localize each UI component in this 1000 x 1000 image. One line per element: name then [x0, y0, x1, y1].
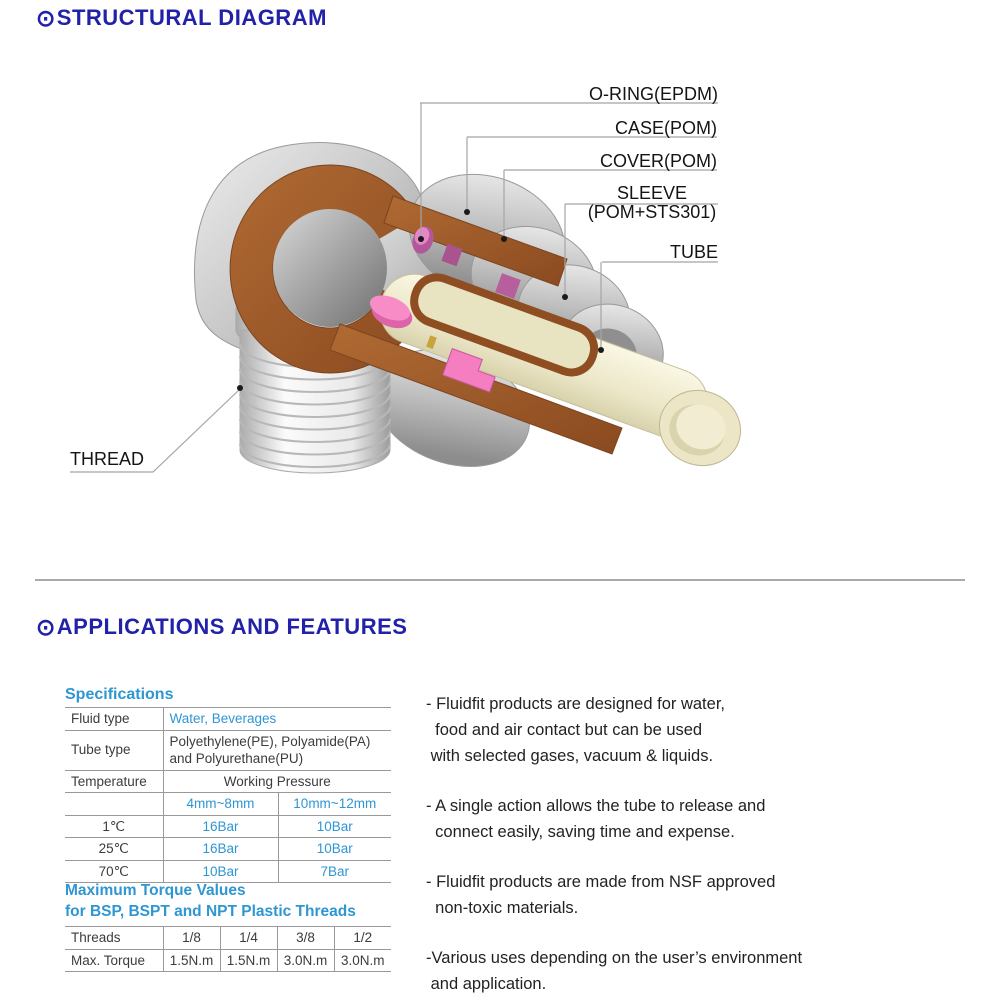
spec-row-tube-type — [65, 730, 391, 770]
torque-value-cell: 3.0N.m — [334, 949, 391, 972]
thread-size-cell: 1/8 — [163, 927, 220, 950]
feature-item — [426, 869, 966, 921]
temp-cell: 25℃ — [65, 838, 163, 861]
body-bore — [273, 209, 387, 327]
specs-title: Specifications — [65, 686, 174, 703]
label-cover: COVER(POM) — [600, 151, 717, 171]
torque-block — [65, 880, 391, 972]
feature-line: - A single action allows the tube to release and — [426, 797, 766, 815]
structural-title: STRUCTURAL DIAGRAM — [56, 5, 327, 30]
feature-line: -Various uses depending on the user’s environment — [426, 949, 803, 967]
torque-max-label: Max. Torque — [65, 949, 163, 972]
spec-row-temperature-header — [65, 770, 391, 793]
feature-line: with selected gases, vacuum & liquids. — [426, 747, 714, 765]
feature-item — [426, 945, 966, 997]
feature-line: food and air contact but can be used — [426, 721, 703, 739]
temp-cell: 1℃ — [65, 815, 163, 838]
torque-row-threads — [65, 927, 391, 950]
applications-title: APPLICATIONS AND FEATURES — [56, 614, 408, 639]
spec-label-working-pressure: Working Pressure — [163, 770, 391, 793]
feature-line: connect easily, saving time and expense. — [426, 823, 735, 841]
spec-col-small-sizes: 4mm~8mm — [163, 793, 278, 816]
feature-line: - Fluidfit products are designed for water, — [426, 695, 725, 713]
torque-threads-label: Threads — [65, 927, 163, 950]
specs-table — [65, 707, 391, 883]
label-sleeve-line2: (POM+STS301) — [587, 202, 717, 222]
section-header-applications — [36, 614, 407, 641]
torque-row-values — [65, 949, 391, 972]
feature-line: and application. — [426, 975, 547, 993]
label-tube: TUBE — [669, 242, 718, 262]
label-case: CASE(POM) — [614, 118, 717, 138]
temp-cell: 70℃ — [65, 860, 163, 883]
pressure-cell: 16Bar — [163, 838, 278, 861]
pressure-cell: 7Bar — [278, 860, 391, 883]
torque-value-cell: 3.0N.m — [277, 949, 334, 972]
feature-item — [426, 691, 966, 769]
spec-row-temp-1 — [65, 815, 391, 838]
label-sleeve — [586, 184, 718, 222]
pressure-cell: 16Bar — [163, 815, 278, 838]
feature-line: - Fluidfit products are made from NSF approved — [426, 873, 776, 891]
torque-value-cell: 1.5N.m — [163, 949, 220, 972]
thread-size-cell: 1/2 — [334, 927, 391, 950]
torque-value-cell: 1.5N.m — [220, 949, 277, 972]
section-bullet-icon: ⊙ — [36, 5, 56, 31]
torque-title-line1: Maximum Torque Values — [65, 882, 246, 899]
spec-label-fluid-type: Fluid type — [65, 708, 163, 731]
features-list — [426, 691, 966, 1000]
feature-line: non-toxic materials. — [426, 899, 579, 917]
specifications-block — [65, 686, 391, 883]
label-sleeve-line1: SLEEVE — [616, 183, 688, 203]
spec-row-fluid-type — [65, 708, 391, 731]
spec-row-size-columns — [65, 793, 391, 816]
thread-size-cell: 1/4 — [220, 927, 277, 950]
label-thread: THREAD — [70, 449, 145, 469]
spec-value-fluid-type: Water, Beverages — [163, 708, 391, 731]
pressure-cell: 10Bar — [163, 860, 278, 883]
spec-label-tube-type: Tube type — [65, 730, 163, 770]
spec-empty-cell — [65, 793, 163, 816]
section-bullet-icon: ⊙ — [36, 614, 56, 640]
spec-row-temp-25 — [65, 838, 391, 861]
label-oring: O-RING(EPDM) — [589, 84, 718, 104]
pressure-cell: 10Bar — [278, 815, 391, 838]
spec-value-tube-type: Polyethylene(PE), Polyamide(PA) and Polyurethane(PU) — [163, 730, 391, 770]
spec-label-temperature: Temperature — [65, 770, 163, 793]
torque-table — [65, 926, 391, 972]
thread-size-cell: 3/8 — [277, 927, 334, 950]
section-divider — [35, 579, 965, 581]
feature-item — [426, 793, 966, 845]
pressure-cell: 10Bar — [278, 838, 391, 861]
torque-title-line2: for BSP, BSPT and NPT Plastic Threads — [65, 903, 356, 920]
spec-col-large-sizes: 10mm~12mm — [278, 793, 391, 816]
